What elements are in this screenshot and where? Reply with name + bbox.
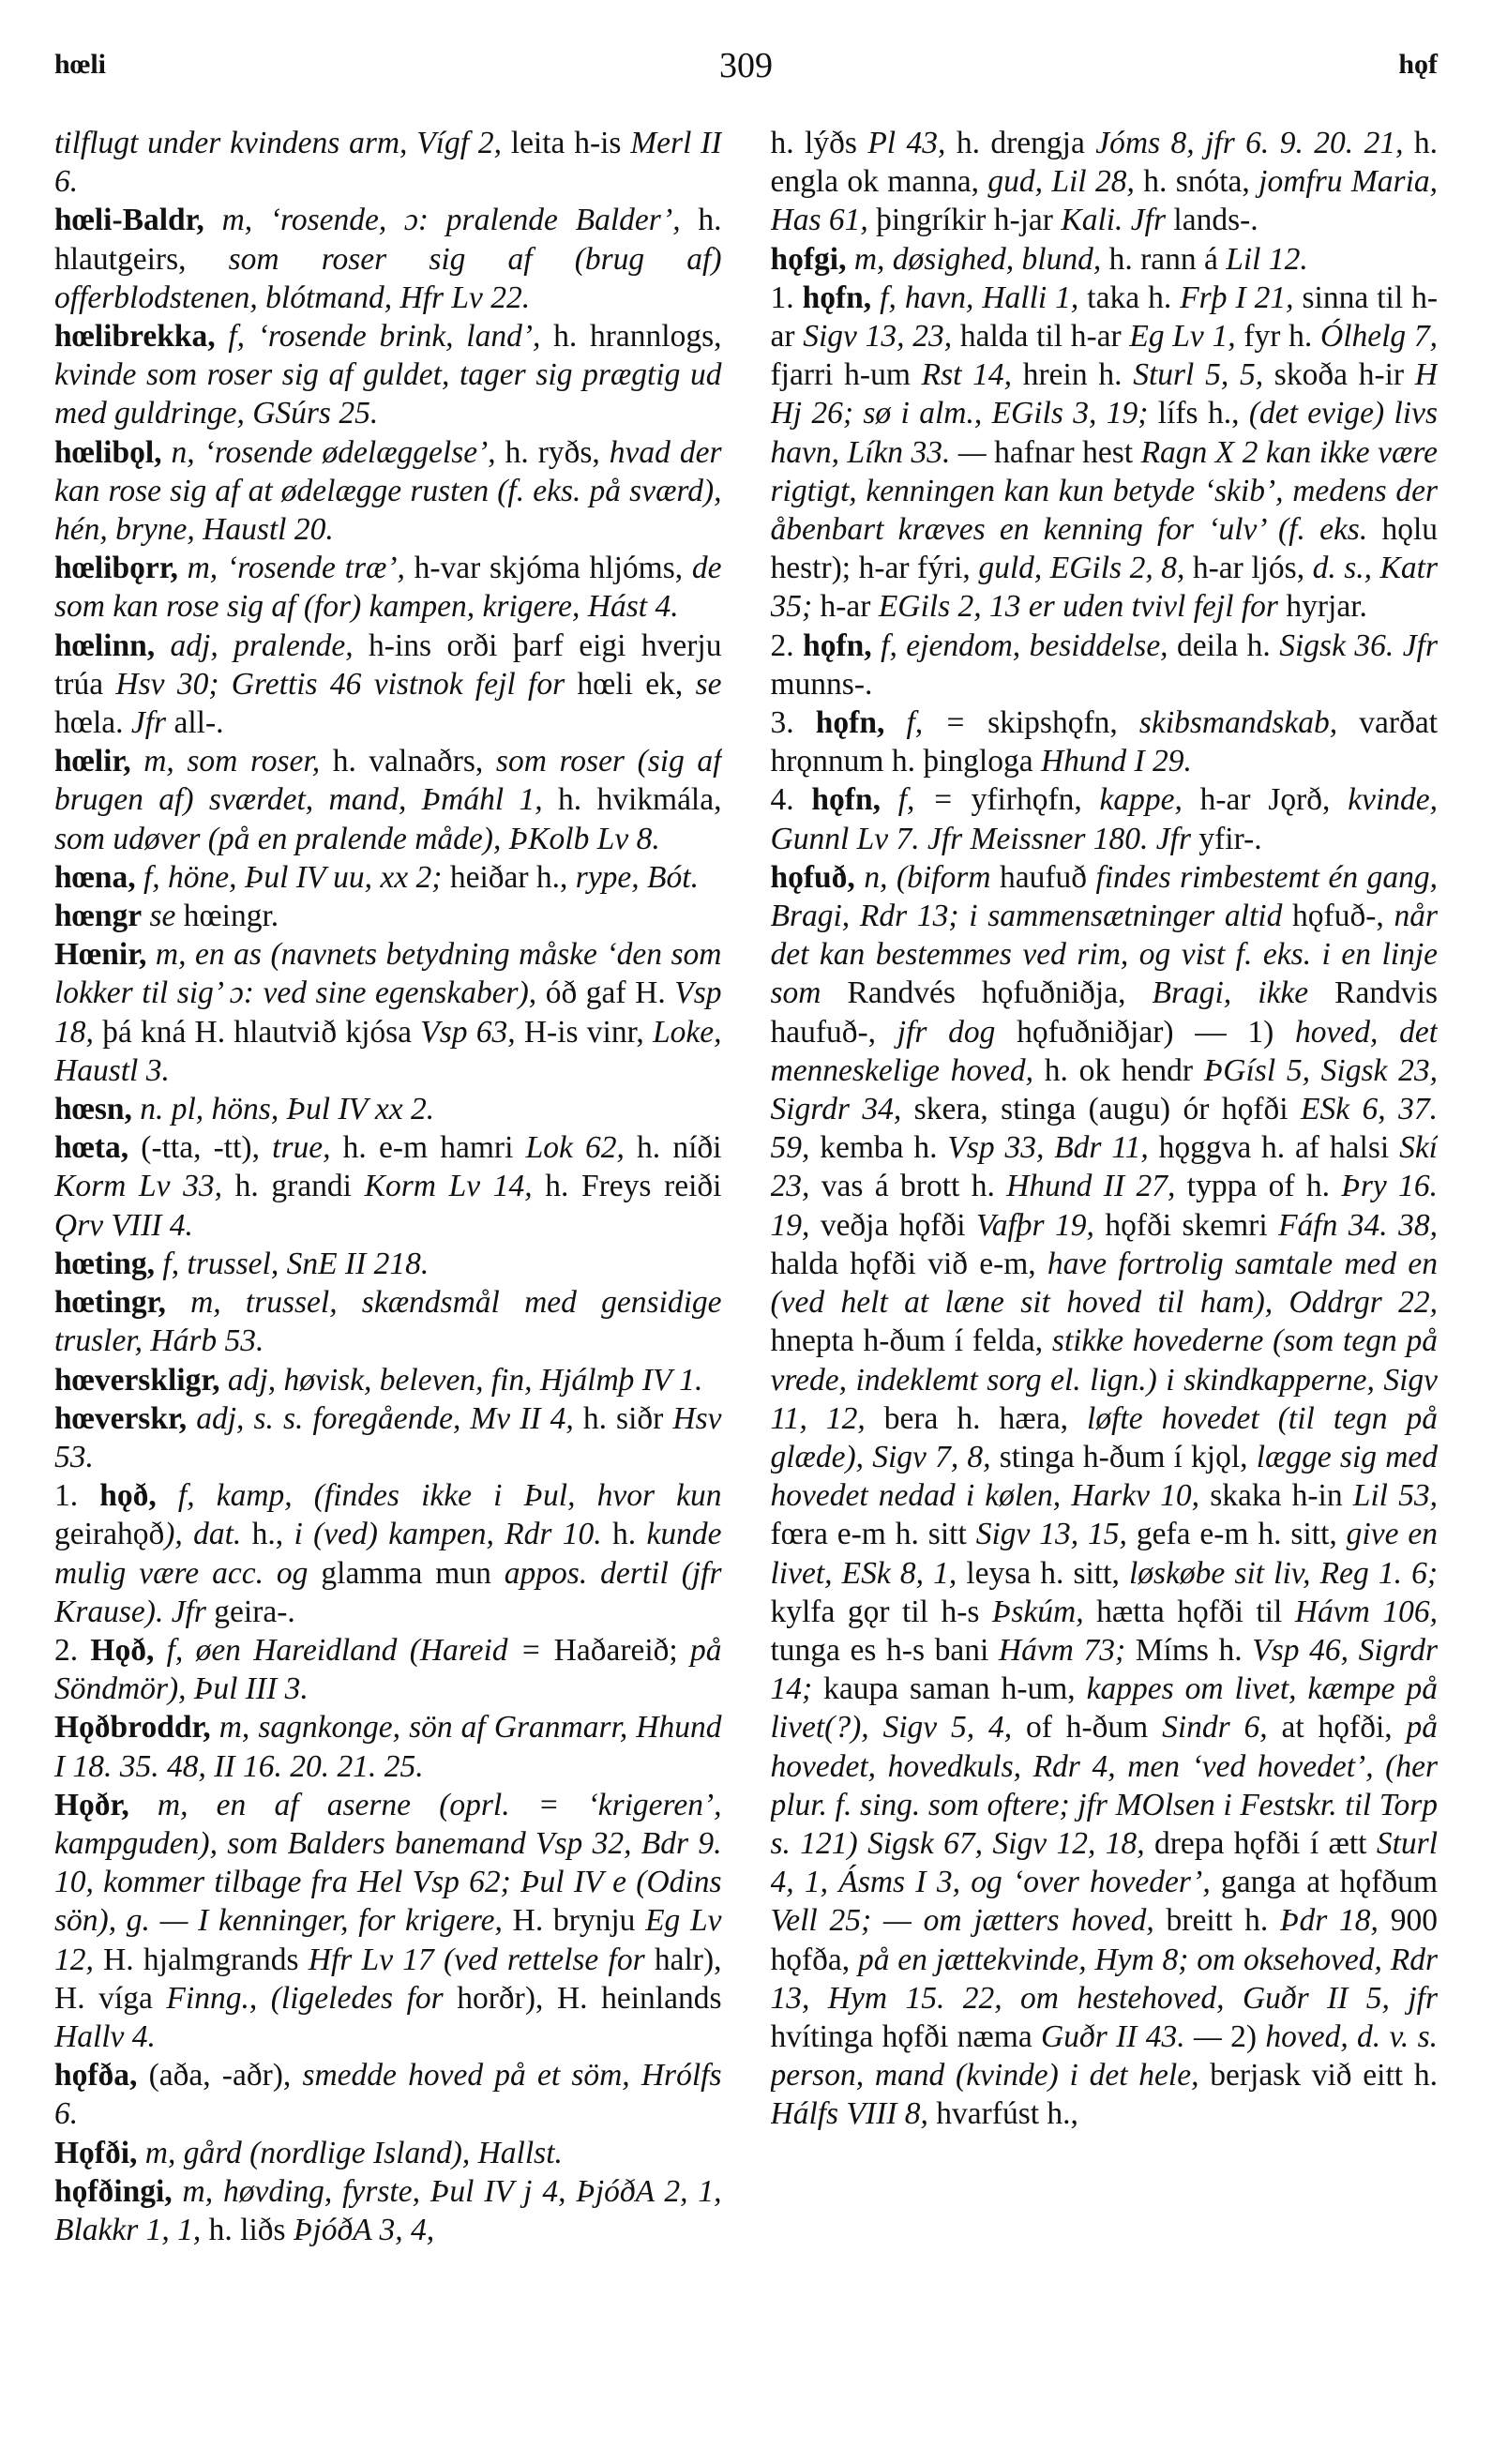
italic-text: Eg Lv 12, — [54, 1903, 722, 1977]
italic-text: ESk 6, 37. 59, — [770, 1092, 1438, 1166]
entry-text: yfirhǫfn, — [953, 782, 1100, 818]
headword: hœtingr, — [54, 1285, 166, 1321]
italic-text: som udøver (på en pralende måde), ÞKolb Lv 8. — [54, 821, 660, 856]
italic-text: Vsp 46, Sigrdr 14; — [770, 1632, 1438, 1707]
headword: Hǫfði, — [54, 2135, 138, 2170]
italic-text: Hfr Lv 17 (ved rettelse for — [308, 1942, 645, 1977]
headword: hœli-Baldr, — [54, 203, 204, 238]
italic-text: f, höne, Þul IV uu, xx 2; — [135, 859, 443, 895]
dictionary-entry — [54, 742, 722, 858]
entry-text: h. engla ok manna, — [770, 126, 1438, 200]
dictionary-entry — [54, 858, 722, 897]
dictionary-entry — [54, 2172, 722, 2249]
entry-text: 4. — [770, 782, 812, 818]
entry-text: skaka h-in — [1199, 1478, 1353, 1514]
italic-text: f, øen Hareidland (Hareid = — [154, 1632, 542, 1668]
italic-text: ), dat. — [164, 1517, 242, 1552]
italic-text: f, trussel, SnE II 218. — [155, 1246, 430, 1281]
entry-text: varðat hrǫnnum h. þingloga — [770, 705, 1438, 779]
entry-text: h-ar Jǫrð, — [1182, 782, 1349, 818]
headword: hœlinn, — [54, 627, 156, 663]
italic-text: Lil 12. — [1226, 241, 1308, 277]
entry-text: geira-. — [205, 1594, 295, 1629]
entry-text: kemba h. — [809, 1130, 948, 1166]
headword: Hœnir, — [54, 937, 147, 973]
italic-text: som roser sig af (brug af) offerblodstenen, blótmand, Hfr Lv 22. — [54, 241, 722, 315]
dictionary-entry — [771, 858, 1439, 2134]
italic-text: stikke hovederne (som tegn på vrede, indeklemt sorg el. lign.) i skindkapperne, Sigv 11, 12, — [770, 1323, 1438, 1436]
entry-text: ganga at hǫfðum — [1210, 1865, 1438, 1900]
italic-text: Vsp 33, Bdr 11, — [947, 1130, 1149, 1166]
entry-text: hnepta h-ðum í felda, — [770, 1323, 1052, 1359]
headword: hœlibǫl, — [54, 434, 162, 470]
italic-text: ÞGísl 5, Sigsk 23, Sigrdr 34, — [770, 1052, 1438, 1127]
entry-text: h. valnaðrs, — [320, 744, 496, 779]
entry-text: breitt h. — [1153, 1903, 1280, 1939]
italic-text: tilflugt under kvindens arm, Vígf 2, — [54, 126, 502, 160]
italic-text: f, = — [880, 782, 954, 818]
entry-text: h. rann á — [1101, 241, 1227, 277]
italic-text: m, døsighed, blund, — [846, 241, 1102, 277]
entry-text: hǫlu hestr); h-ar fýri, — [770, 512, 1438, 586]
running-head-left: hœli — [54, 49, 107, 80]
dictionary-entry — [54, 1283, 722, 1360]
entry-text: h-ar ljós, — [1184, 551, 1313, 586]
entry-text: h. — [601, 1517, 647, 1552]
entry-text: 2) — [1221, 2018, 1266, 2054]
italic-text: n. pl, höns, Þul IV xx 2. — [131, 1092, 435, 1127]
dictionary-entry — [54, 124, 722, 201]
entry-text: þingríkir h-jar — [867, 203, 1062, 238]
italic-text: Vsp 63, — [420, 1014, 516, 1050]
headword: hœlibǫrr, — [54, 551, 178, 586]
entry-text: leita h-is — [501, 126, 631, 160]
italic-text: Kali. Jfr — [1061, 203, 1167, 238]
headword: hǫfn, — [803, 627, 872, 663]
headword: hœna, — [54, 859, 136, 895]
italic-text: Frþ I 21, — [1180, 280, 1294, 315]
italic-text: på en jættekvinde, Hym 8; om oksehoved, Rdr 13, Hym 15. 22, om hestehoved, Guðr II 5, jfr — [770, 1942, 1438, 2016]
italic-text: Eg Lv 1, — [1129, 319, 1236, 355]
italic-text: Vsp 18, — [54, 975, 722, 1050]
italic-text: hoved, det menneskelige hoved, — [770, 1014, 1438, 1088]
italic-text: Jfr — [130, 705, 167, 741]
italic-text: Korm Lv 14, — [364, 1169, 533, 1204]
italic-text: rype, Bót. — [575, 859, 699, 895]
italic-text: EGils 2, 13 er uden tvivl fejl for — [878, 589, 1278, 625]
entry-text: typpa of h. — [1175, 1169, 1342, 1204]
entry-text: hœli ek, — [565, 666, 696, 702]
headword: hǫfn, — [802, 280, 872, 315]
italic-text: de som kan rose sig af (for) kampen, krigere, Hást 4. — [54, 551, 722, 625]
headword: Hǫðbroddr, — [54, 1710, 211, 1746]
italic-text: m, gård (nordlige Island), Hallst. — [137, 2135, 563, 2170]
entry-text: horðr), H. heinlands — [443, 1980, 722, 2016]
italic-text: Sindr 6, — [1162, 1710, 1268, 1746]
italic-text: (det evige) livs havn, Líkn 33. — — [770, 396, 1438, 470]
italic-text: Þdr 18, — [1280, 1903, 1379, 1939]
headword: hœlir, — [54, 744, 131, 779]
headword: hǫfða, — [54, 2058, 138, 2094]
italic-text: m, som roser, — [130, 744, 321, 779]
headword: Hǫðr, — [54, 1787, 129, 1822]
italic-text: m, ‘rosende, ɔ: pralende Balder’, — [203, 203, 681, 238]
right-column — [771, 124, 1439, 2426]
entry-text: halda til h-ar — [952, 319, 1130, 355]
italic-text: Þry 16. 19, — [770, 1169, 1438, 1243]
entry-text: hœingr. — [175, 899, 279, 934]
italic-text: jfr dog — [897, 1014, 996, 1050]
italic-text: d. s., Katr 35; — [770, 551, 1438, 625]
italic-text: Hhund II 27, — [1006, 1169, 1176, 1204]
dictionary-entry — [771, 124, 1439, 240]
entry-text: sinna til h-ar — [770, 280, 1438, 355]
italic-text: kunde mulig være acc. og — [54, 1517, 722, 1591]
italic-text: adj, s. s. foregående, Mv II 4, — [187, 1400, 574, 1436]
italic-text: Hhund I 29. — [1040, 744, 1192, 779]
italic-text: Sturl 4, 1, Ásms I 3, og ‘over hoveder’, — [770, 1825, 1438, 1900]
entry-text: glamma mun — [308, 1555, 505, 1591]
entry-text: h. snóta, — [1134, 164, 1259, 200]
headword: hǫfuð, — [770, 859, 855, 895]
italic-text: kappes om livet, kæmpe på livet(?), Sigv 5, 4, — [770, 1671, 1438, 1746]
entry-text: Haðareið; — [541, 1632, 690, 1668]
italic-text: H Hj 26; sø i alm., EGils 3, 19; — [770, 357, 1438, 431]
entry-text: hyrjar. — [1277, 589, 1367, 625]
italic-text: gud, Lil 28, — [987, 164, 1135, 200]
italic-text: kvinde, Gunnl Lv 7. Jfr Meissner 180. Jfr — [770, 782, 1438, 856]
entry-text: h. drengja — [945, 126, 1096, 160]
italic-text: f, havn, Halli 1, — [871, 280, 1079, 315]
italic-text: guld, EGils 2, 8, — [978, 551, 1185, 586]
headword: hǫfn, — [811, 782, 881, 818]
entry-text: 2. — [770, 627, 804, 663]
entry-text: hǫfuð-, — [1282, 899, 1394, 934]
italic-text: Hsv 30; Grettis 46 vistnok fejl for — [115, 666, 565, 702]
italic-text: se — [142, 899, 176, 934]
dictionary-entry — [54, 317, 722, 433]
entry-text: haufuð — [990, 859, 1096, 895]
headword: hǫfðingi, — [54, 2173, 173, 2209]
entry-text: h-ar — [812, 589, 879, 625]
entry-text: heiðar h., — [442, 859, 576, 895]
entry-text: h. ok hendr — [1033, 1052, 1204, 1088]
dictionary-entry — [771, 780, 1439, 857]
italic-text: Loke, Haustl 3. — [54, 1014, 722, 1088]
entry-text: fjarri h-um — [770, 357, 922, 393]
entry-text: hǫfði skemri — [1093, 1207, 1279, 1243]
entry-text: hrein h. — [1012, 357, 1134, 393]
italic-text: f, ejendom, besiddelse, — [871, 627, 1168, 663]
italic-text: Vell 25; — om jætters hoved, — [770, 1903, 1154, 1939]
entry-text: hætta hǫfði til — [1083, 1594, 1295, 1629]
entry-text: yfir-. — [1191, 821, 1262, 856]
entry-text: Randvés hǫfuðniðja, — [821, 975, 1153, 1011]
entry-text: h. hvikmála, — [542, 782, 722, 818]
headword: hœsn, — [54, 1092, 132, 1127]
italic-text: Sturl 5, 5, — [1133, 357, 1264, 393]
italic-text: Hávm 106, — [1294, 1594, 1438, 1629]
running-head-right: hǫf — [1398, 49, 1438, 80]
entry-text: hœla. — [54, 705, 131, 741]
entry-text: h. hrannlogs, — [540, 319, 722, 355]
headword: hœting, — [54, 1246, 156, 1281]
entry-text: (-tta, -tt), — [128, 1130, 273, 1166]
entry-text: h-ins orði þarf eigi hverju trúa — [54, 627, 722, 702]
dictionary-entry — [54, 1090, 722, 1128]
text-columns — [54, 124, 1438, 2426]
entry-text: h. Freys reiði — [532, 1169, 722, 1204]
entry-text: h. liðs — [201, 2212, 294, 2247]
entry-text: fœra e-m h. sitt — [770, 1517, 976, 1552]
italic-text: Rst 14, — [921, 357, 1013, 393]
left-column — [54, 124, 722, 2426]
dictionary-entry — [54, 627, 722, 743]
entry-text: þá kná H. hlautvið kjósa — [93, 1014, 421, 1050]
entry-text: 3. — [770, 705, 816, 741]
entry-text: hvarfúst h., — [927, 2096, 1078, 2132]
entry-text: H. brynju — [502, 1903, 646, 1939]
italic-text: på hovedet, hovedkuls, Rdr 4, men ‘ved hovedet’, (her plur. f. sing. som oftere; jfr MOlsen i Festskr. til Torp s. 121) Sigsk 67, Sigv 12, 18, — [770, 1710, 1438, 1861]
italic-text: give en livet, ESk 8, 1, — [770, 1517, 1438, 1591]
italic-text: adj, pralende, — [155, 627, 354, 663]
entry-text: drepa hǫfði í ætt — [1144, 1825, 1377, 1861]
entry-text: hǫggva h. af halsi — [1148, 1130, 1400, 1166]
dictionary-entry — [54, 1476, 722, 1631]
entry-text: Randvis haufuð-, — [770, 975, 1438, 1050]
entry-text: lands-. — [1166, 203, 1258, 238]
dictionary-entry — [771, 240, 1439, 279]
dictionary-entry — [54, 549, 722, 626]
italic-text: f, kamp, (findes ikke i Þul, hvor kun — [156, 1478, 722, 1514]
italic-text: på Söndmör), Þul III 3. — [54, 1632, 722, 1707]
italic-text: m, høvding, fyrste, Þul IV j 4, ÞjóðA 2, 1, Blakkr 1, 1, — [54, 2173, 722, 2247]
entry-text: h. grandi — [221, 1169, 365, 1204]
entry-text: h. níði — [624, 1130, 722, 1166]
dictionary-entry — [54, 2134, 722, 2172]
italic-text: adj, høvisk, beleven, fin, Hjálmþ IV 1. — [219, 1362, 703, 1398]
italic-text: Hálfs VIII 8, — [770, 2096, 928, 2132]
entry-text: leysa h. sitt, — [957, 1555, 1129, 1591]
italic-text: Pl 43, — [867, 126, 946, 160]
dictionary-entry — [771, 279, 1439, 627]
headword: hœngr — [54, 899, 143, 934]
italic-text: Hávm 73; — [998, 1632, 1126, 1668]
entry-text: H. hjalmgrands — [93, 1942, 309, 1977]
entry-text: skipshǫfn, — [965, 705, 1139, 741]
entry-text: halr), H. víga — [54, 1942, 722, 2016]
entry-text: kaupa saman h-um, — [812, 1671, 1087, 1707]
dictionary-entry — [54, 1786, 722, 2056]
italic-text: Ragn X 2 kan ikke være rigtigt, kenningen kan kun betyde ‘skib’, medens der åbenbart kræves en kenning for ‘ulv’ (f. eks. — [770, 434, 1438, 548]
entry-text: munns-. — [770, 666, 873, 702]
italic-text: Ólhelg 7, — [1320, 319, 1438, 355]
entry-text: stinga h-ðum í kjǫl, — [990, 1439, 1257, 1474]
italic-text: Hallv 4. — [54, 2018, 156, 2054]
headword: Hǫð, — [90, 1632, 155, 1668]
entry-text: h. siðr — [573, 1400, 673, 1436]
entry-text: deila h. — [1168, 627, 1280, 663]
italic-text: Fáfn 34. 38, — [1278, 1207, 1438, 1243]
italic-text: f, = — [884, 705, 966, 741]
italic-text: løskøbe sit liv, Reg 1. 6; — [1128, 1555, 1438, 1591]
page-number: 309 — [719, 46, 773, 85]
italic-text: Vafþr 19, — [975, 1207, 1094, 1243]
entry-text: (aða, -aðr), — [137, 2058, 303, 2094]
headword: hǫfgi, — [770, 241, 847, 277]
entry-text: at hǫfði, — [1267, 1710, 1407, 1746]
entry-text: Míms h. — [1125, 1632, 1253, 1668]
dictionary-entry — [54, 1245, 722, 1283]
italic-text: Ǫrv VIII 4. — [54, 1207, 193, 1243]
entry-text: berjask við eitt h. — [1198, 2058, 1438, 2094]
italic-text: se — [695, 666, 722, 702]
italic-text: lægge sig med hovedet nedad i kølen, Harkv 10, — [770, 1439, 1438, 1514]
entry-text: geirahǫð — [54, 1517, 165, 1552]
entry-text: bera h. hæra, — [865, 1400, 1088, 1436]
italic-text: når det kan bestemmes ved rim, og vist f. eks. i en linje som — [770, 899, 1438, 1011]
dictionary-entry — [54, 897, 722, 935]
italic-text: f, ‘rosende brink, land’, — [215, 319, 541, 355]
dictionary-entry — [54, 935, 722, 1090]
italic-text: m, en as (navnets betydning måske ‘den som lokker til sig’ ɔ: ved sine egenskaber), — [54, 937, 722, 1011]
entry-text: hafnar hest — [986, 434, 1141, 470]
entry-text: h., — [241, 1517, 294, 1552]
italic-text: som roser (sig af brugen af) sværdet, mand, Þmáhl 1, — [54, 744, 722, 818]
entry-text: gefa e-m h. sitt, — [1126, 1517, 1347, 1552]
entry-text: h. lýðs — [770, 126, 868, 160]
italic-text: løfte hovedet (til tegn på glæde), Sigv 7, 8, — [770, 1400, 1438, 1474]
headword: hǫð, — [99, 1478, 157, 1514]
italic-text: Lil 53, — [1352, 1478, 1438, 1514]
entry-text: h. ryðs, — [495, 434, 610, 470]
entry-text: of h-ðum — [1012, 1710, 1163, 1746]
entry-text: 900 hǫfða, — [770, 1903, 1438, 1977]
headword: hœverskligr, — [54, 1362, 220, 1398]
dictionary-entry — [54, 1399, 722, 1476]
dictionary-entry — [54, 1631, 722, 1708]
dictionary-entry — [54, 1708, 722, 1785]
italic-text: Lok 62, — [525, 1130, 625, 1166]
italic-text: kappe, — [1099, 782, 1183, 818]
entry-text: hǫfuðniðjar) — 1) — [995, 1014, 1296, 1050]
dictionary-entry — [54, 1361, 722, 1399]
entry-text: fyr h. — [1235, 319, 1320, 355]
dictionary-entry — [54, 433, 722, 550]
italic-text: kvinde som roser sig af guldet, tager sig prægtig ud med guldringe, GSúrs 25. — [54, 357, 722, 431]
entry-text: h. hlautgeirs, — [54, 203, 722, 277]
italic-text: skibsmandskab, — [1138, 705, 1338, 741]
italic-text: m, trussel, skændsmål med gensidige trusler, Hárb 53. — [54, 1285, 722, 1359]
italic-text: hvad der kan rose sig af at ødelægge rusten (f. eks. på sværd), hén, bryne, Haustl 20. — [54, 434, 722, 548]
italic-text: n, (biform — [854, 859, 991, 895]
italic-text: appos. dertil (jfr Krause). Jfr — [54, 1555, 722, 1629]
entry-text: óð gaf H. — [536, 975, 675, 1011]
entry-text: h-var skjóma hljóms, — [404, 551, 692, 586]
italic-text: Sigv 13, 23, — [803, 319, 953, 355]
entry-text: h. e-m hamri — [330, 1130, 526, 1166]
entry-text: kylfa gǫr til h-s — [770, 1594, 992, 1629]
italic-text: smedde hoved på et söm, Hrólfs 6. — [54, 2058, 722, 2132]
italic-text: m, sagnkonge, sön af Granmarr, Hhund I 18. 35. 48, II 16. 20. 21. 25. — [54, 1710, 722, 1784]
entry-text: taka h. — [1078, 280, 1181, 315]
entry-text: lífs h., — [1148, 396, 1249, 431]
italic-text: m, ‘rosende træ’, — [177, 551, 405, 586]
italic-text: Hsv 53. — [54, 1400, 722, 1474]
headword: hœta, — [54, 1130, 129, 1166]
italic-text: n, ‘rosende ødelæggelse’, — [161, 434, 496, 470]
headword: hœlibrekka, — [54, 319, 216, 355]
italic-text: Skí 23, — [770, 1130, 1438, 1204]
dictionary-entry — [771, 703, 1439, 780]
dictionary-entry — [54, 2056, 722, 2133]
entry-text: veðja hǫfði — [809, 1207, 976, 1243]
entry-text: 1. — [770, 280, 803, 315]
entry-text: tunga es h-s bani — [770, 1632, 999, 1668]
italic-text: true, — [272, 1130, 331, 1166]
italic-text: Finng., (ligeledes for — [166, 1980, 444, 2016]
italic-text: have fortrolig samtale med en (ved helt at læne sit hoved til ham), Oddrgr 22, — [770, 1246, 1438, 1321]
italic-text: Korm Lv 33, — [54, 1169, 222, 1204]
italic-text: Jóms 8, jfr 6. 9. 20. 21, — [1095, 126, 1404, 160]
italic-text: i (ved) kampen, Rdr 10. — [294, 1517, 602, 1552]
headword: hǫfn, — [815, 705, 885, 741]
entry-text: 1. — [54, 1478, 100, 1514]
dictionary-entry — [54, 201, 722, 317]
italic-text: Guðr II 43. — — [1041, 2018, 1222, 2054]
entry-text: skoða h-ir — [1263, 357, 1415, 393]
italic-text: Þskúm, — [991, 1594, 1084, 1629]
italic-text: ÞjóðA 3, 4, — [293, 2212, 435, 2247]
page-header — [54, 46, 1438, 96]
entry-text: vas á brott h. — [809, 1169, 1007, 1204]
italic-text: Merl II 6. — [54, 126, 722, 200]
italic-text: Sigsk 36. Jfr — [1279, 627, 1438, 663]
entry-text: skera, stinga (augu) ór hǫfði — [901, 1092, 1302, 1127]
dictionary-entry — [771, 627, 1439, 703]
entry-text: halda hǫfði við e-m, — [770, 1246, 1047, 1281]
italic-text: Sigv 13, 15, — [975, 1517, 1127, 1552]
italic-text: m, en af aserne (oprl. = ‘krigeren’, kampguden), som Balders banemand Vsp 32, Bdr 9. 10, kommer tilbage fra Hel Vsp 62; Þul IV e (Odins sön), g. — I kenninger, for krigere, — [54, 1787, 722, 1939]
entry-text: all-. — [166, 705, 224, 741]
entry-text: hvítinga hǫfði næma — [770, 2018, 1042, 2054]
italic-text: hoved, d. v. s. person, mand (kvinde) i det hele, — [770, 2018, 1438, 2094]
entry-text: 2. — [54, 1632, 91, 1668]
italic-text: findes rimbestemt én gang, Bragi, Rdr 13; i sammensætninger altid — [770, 859, 1438, 934]
dictionary-entry — [54, 1128, 722, 1245]
headword: hœverskr, — [54, 1400, 188, 1436]
entry-text: H-is vinr, — [515, 1014, 654, 1050]
italic-text: jomfru Maria, Has 61, — [770, 164, 1438, 238]
italic-text: Bragi, ikke — [1152, 975, 1309, 1011]
